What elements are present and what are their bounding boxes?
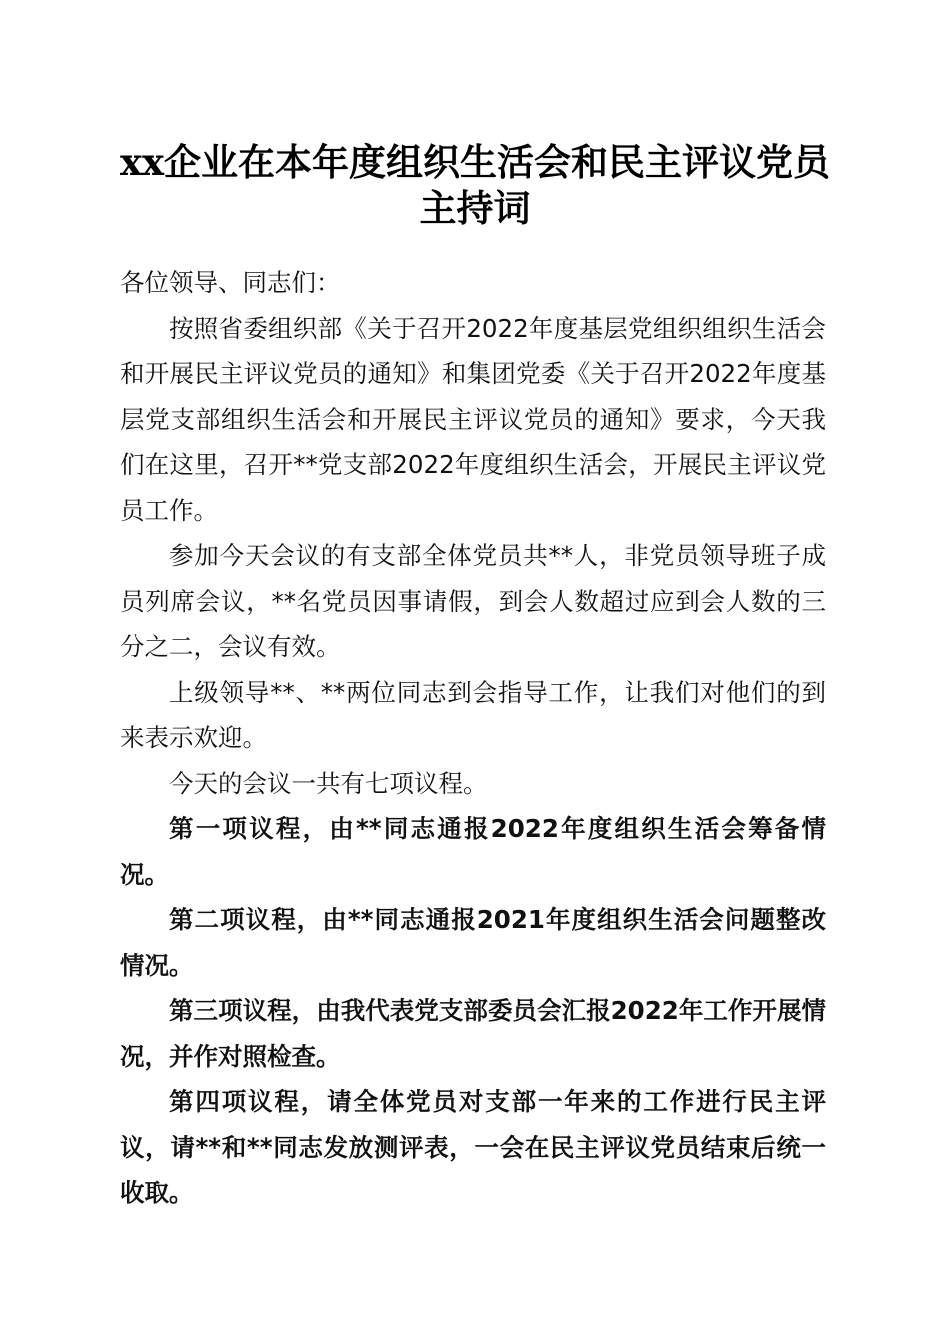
document-title-line-2: 主持词 (419, 186, 531, 230)
salutation: 各位领导、同志们： (120, 268, 341, 297)
agenda-item-3: 第三项议程，由我代表党支部委员会汇报2022年工作开展情况，并作对照检查。 (120, 996, 826, 1071)
agenda-item-4: 第四项议程，请全体党员对支部一年来的工作进行民主评议，请**和**同志发放测评表，一会在民主评议党员结束后统一收取。 (120, 1087, 826, 1207)
document-body (120, 260, 826, 1216)
paragraph: 今天的会议一共有七项议程。 (169, 768, 488, 798)
agenda-item-1: 第一项议程，由**同志通报2022年度组织生活会筹备情况。 (120, 814, 826, 889)
paragraph: 上级领导**、**两位同志到会指导工作，让我们对他们的到来表示欢迎。 (120, 677, 826, 752)
document-title-line-1: xx企业在本年度组织生活会和民主评议党员 (119, 140, 831, 184)
agenda-item-2: 第二项议程，由**同志通报2021年度组织生活会问题整改情况。 (120, 905, 826, 980)
paragraph: 参加今天会议的有支部全体党员共**人，非党员领导班子成员列席会议，**名党员因事请假，到会人数超过应到会人数的三分之二，会议有效。 (120, 541, 826, 661)
paragraph: 按照省委组织部《关于召开2022年度基层党组织组织生活会和开展民主评议党员的通知》和集团党委《关于召开2022年度基层党支部组织生活会和开展民主评议党员的通知》要求，今天我们在这里，召开**党支部2022年度组织生活会，开展民主评议党员工作。 (120, 313, 826, 525)
